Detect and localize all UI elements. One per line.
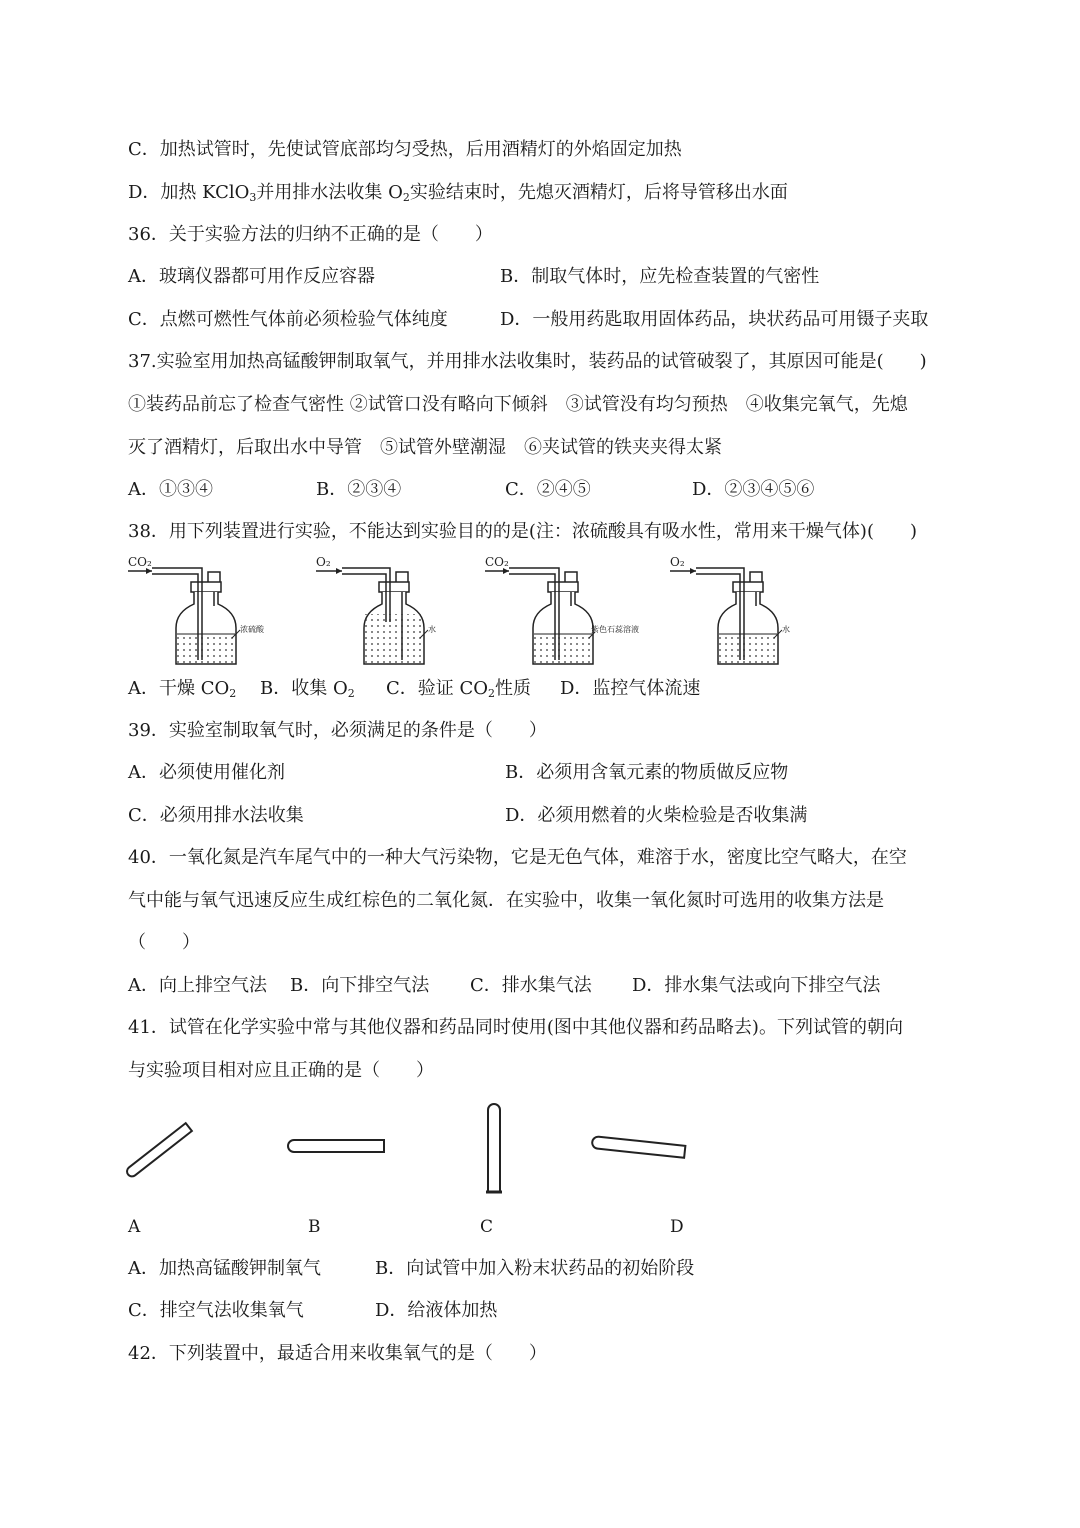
bottle-figure-c — [485, 552, 639, 670]
q36-stem: 36．关于实验方法的归纳不正确的是（ ） — [128, 224, 493, 245]
q39-stem: 39．实验室制取氧气时，必须满足的条件是（ ） — [128, 720, 547, 741]
q41-option-d: D．给液体加热 — [375, 1300, 498, 1321]
gas-label-a: CO₂ — [128, 555, 152, 569]
q38-option-c: C．验证 $CO_2$性质 — [386, 678, 532, 700]
q38-stem: 38．用下列装置进行实验，不能达到实验目的的是(注：浓硫酸具有吸水性，常用来干燥气体)( ) — [128, 521, 917, 542]
figure-label-b: B — [308, 1217, 321, 1237]
liquid-label-a: 浓硫酸 — [240, 625, 264, 634]
q40-option-b: B．向下排空气法 — [290, 975, 430, 996]
q37-option-a: A．①③④ — [128, 479, 213, 500]
gas-label-c: CO₂ — [485, 555, 509, 569]
q37-option-d: D．②③④⑤⑥ — [692, 479, 815, 500]
q36-option-d: D．一般用药匙取用固体药品，块状药品可用镊子夹取 — [500, 309, 929, 330]
figure-label-d: D — [670, 1217, 684, 1237]
test-tube-figure-b — [288, 1136, 386, 1156]
q41-option-c: C．排空气法收集氧气 — [128, 1300, 304, 1321]
liquid-label-c: 紫色石蕊溶液 — [591, 625, 639, 634]
q41-stem-line1: 41．试管在化学实验中常与其他仪器和药品同时使用(图中其他仪器和药品略去)。下列试管的朝向 — [128, 1017, 903, 1038]
q40-option-a: A．向上排空气法 — [128, 975, 267, 996]
q39-option-a: A．必须使用催化剂 — [128, 762, 285, 783]
q40-stem-line1: 40．一氧化氮是汽车尾气中的一种大气污染物，它是无色气体，难溶于水，密度比空气略大，在空 — [128, 847, 907, 868]
q36-option-a: A．玻璃仪器都可用作反应容器 — [128, 266, 375, 287]
test-tube-figure-c — [484, 1102, 504, 1194]
q35-option-c: C．加热试管时，先使试管底部均匀受热，后用酒精灯的外焰固定加热 — [128, 139, 682, 160]
q41-option-b: B．向试管中加入粉末状药品的初始阶段 — [375, 1258, 695, 1279]
q35-option-d: D．加热 KClO$_3$并用排水法收集 $O_2$实验结束时，先熄灭酒精灯，后将导管移出水面 — [128, 182, 788, 204]
q37-option-b: B．②③④ — [316, 479, 402, 500]
q38-option-d: D．监控气体流速 — [560, 678, 701, 699]
gas-label-b: O₂ — [316, 555, 331, 569]
liquid-label-d: 水 — [782, 625, 790, 634]
q40-stem-line2: 气中能与氧气迅速反应生成红棕色的二氧化氮．在实验中，收集一氧化氮时可选用的收集方法是 — [128, 890, 884, 911]
q39-option-d: D．必须用燃着的火柴检验是否收集满 — [505, 805, 808, 826]
q37-option-c: C．②④⑤ — [505, 479, 591, 500]
q37-stem: 37.实验室用加热高锰酸钾制取氧气，并用排水法收集时，装药品的试管破裂了，其原因可能是( ) — [128, 351, 927, 372]
test-tube-figure-a — [126, 1120, 196, 1176]
q37-reasons-line1: ①装药品前忘了检查气密性 ②试管口没有略向下倾斜 ③试管没有均匀预热 ④收集完氧气，先熄 — [128, 394, 908, 415]
q40-option-d: D．排水集气法或向下排空气法 — [632, 975, 881, 996]
q37-reasons-line2: 灭了酒精灯，后取出水中导管 ⑤试管外壁潮湿 ⑥夹试管的铁夹夹得太紧 — [128, 437, 722, 458]
q40-stem-line3: （ ） — [128, 932, 200, 953]
q36-option-b: B．制取气体时，应先检查装置的气密性 — [500, 266, 820, 287]
figure-label-a: A — [128, 1217, 141, 1237]
q42-stem: 42．下列装置中，最适合用来收集氧气的是（ ） — [128, 1343, 547, 1364]
liquid-label-b: 水 — [428, 625, 436, 634]
figure-label-c: C — [480, 1217, 494, 1237]
q38-option-b: B．收集 $O_2$ — [260, 678, 355, 700]
gas-label-d: O₂ — [670, 555, 685, 569]
bottle-figure-d — [670, 552, 790, 670]
q39-option-b: B．必须用含氧元素的物质做反应物 — [505, 762, 789, 783]
q40-option-c: C．排水集气法 — [470, 975, 592, 996]
bottle-figure-b — [316, 552, 436, 670]
q39-option-c: C．必须用排水法收集 — [128, 805, 304, 826]
q41-stem-line2: 与实验项目相对应且正确的是（ ） — [128, 1060, 434, 1081]
bottle-figure-a — [128, 552, 264, 670]
q36-option-c: C．点燃可燃性气体前必须检验气体纯度 — [128, 309, 448, 330]
test-tube-figure-d — [590, 1130, 688, 1164]
q41-option-a: A．加热高锰酸钾制氧气 — [128, 1258, 321, 1279]
q38-option-a: A．干燥 $CO_2$ — [128, 678, 237, 700]
